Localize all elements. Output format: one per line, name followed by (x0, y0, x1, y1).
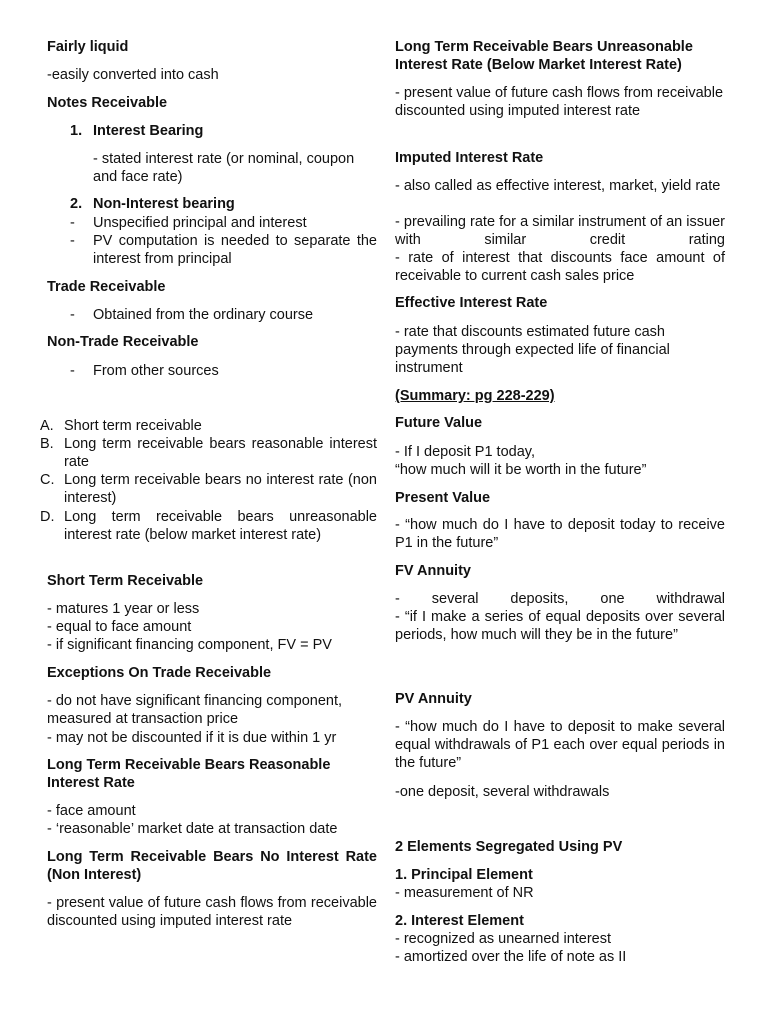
classification-item: Long term receivable bears no interest rate (non interest) (64, 472, 377, 506)
nr-item1-number: 1. (70, 123, 83, 139)
effective-text: - rate that discounts estimated future cash payments through expected life of financial instrument (395, 324, 670, 376)
elements-heading: 2 Elements Segregated Using PV (395, 839, 623, 855)
interest-line: - amortized over the life of note as II (395, 949, 627, 965)
nr-item1-text: - stated interest rate (or nominal, coupon and face rate) (93, 151, 355, 185)
principal-text: - measurement of NR (395, 885, 534, 901)
nr-item2-bullet: PV computation is needed to separate the interest from principal (93, 233, 377, 267)
trade-receivable-heading: Trade Receivable (47, 279, 166, 295)
bullet-dash: - (70, 233, 75, 249)
classification-letter: B. (40, 436, 54, 452)
exceptions-text: - do not have significant financing component, measured at transaction price (47, 693, 343, 727)
pv-text: - “how much do I have to deposit today to receive P1 in the future” (395, 517, 725, 551)
pv-heading: Present Value (395, 490, 491, 506)
fv-line: “how much will it be worth in the future” (395, 462, 647, 478)
trade-receivable-bullet: Obtained from the ordinary course (93, 307, 314, 323)
fairly-liquid-text: -easily converted into cash (47, 67, 219, 83)
effective-heading: Effective Interest Rate (395, 295, 548, 311)
short-term-heading: Short Term Receivable (47, 573, 204, 589)
principal-heading: 1. Principal Element (395, 867, 533, 883)
lt-unreasonable-heading: Long Term Receivable Bears Unreasonable Interest Rate (Below Market Interest Rate) (395, 39, 693, 73)
lt-no-interest-heading: Long Term Receivable Bears No Interest Rate (Non Interest) (47, 849, 377, 883)
lt-reasonable-line: - face amount (47, 803, 136, 819)
fv-annuity-heading: FV Annuity (395, 563, 471, 579)
pv-annuity-heading: PV Annuity (395, 691, 472, 707)
classification-letter: C. (40, 472, 55, 488)
imputed-text: - prevailing rate for a similar instrument of an issuer with similar credit rating (395, 214, 725, 248)
classification-item: Long term receivable bears reasonable interest rate (64, 436, 377, 470)
pv-annuity-text: -one deposit, several withdrawals (395, 784, 610, 800)
classification-letter: A. (40, 418, 54, 434)
notes-receivable-heading: Notes Receivable (47, 95, 168, 111)
classification-item: Short term receivable (64, 418, 202, 434)
lt-reasonable-line: - ‘reasonable’ market date at transaction date (47, 821, 338, 837)
fv-line: - If I deposit P1 today, (395, 444, 535, 460)
nr-item2-number: 2. (70, 196, 83, 212)
lt-unreasonable-text: - present value of future cash flows from receivable discounted using imputed interest rate (395, 85, 724, 119)
pv-annuity-text: - “how much do I have to deposit to make several equal withdrawals of P1 each over equal periods in the future” (395, 719, 725, 771)
exceptions-heading: Exceptions On Trade Receivable (47, 665, 272, 681)
bullet-dash: - (70, 215, 75, 231)
short-term-line: - if significant financing component, FV = PV (47, 637, 332, 653)
fv-annuity-text: - several deposits, one withdrawal (395, 591, 725, 607)
interest-line: - recognized as unearned interest (395, 931, 612, 947)
imputed-heading: Imputed Interest Rate (395, 150, 544, 166)
nr-item2-title: Non-Interest bearing (93, 196, 235, 212)
summary-reference: (Summary: pg 228-229) (395, 388, 555, 404)
short-term-line: - matures 1 year or less (47, 601, 200, 617)
nr-item1-title: Interest Bearing (93, 123, 204, 139)
exceptions-text: - may not be discounted if it is due within 1 yr (47, 730, 337, 746)
classification-item: Long term receivable bears unreasonable interest rate (below market interest rate) (64, 509, 377, 543)
fairly-liquid-heading: Fairly liquid (47, 39, 129, 55)
non-trade-heading: Non-Trade Receivable (47, 334, 199, 350)
lt-no-interest-text: - present value of future cash flows from receivable discounted using imputed interest rate (47, 895, 377, 929)
lt-reasonable-heading: Long Term Receivable Bears Reasonable Interest Rate (47, 757, 331, 791)
interest-heading: 2. Interest Element (395, 913, 524, 929)
fv-annuity-text: - “if I make a series of equal deposits over several periods, how much will they be in the future” (395, 609, 725, 643)
imputed-text: - rate of interest that discounts face amount of receivable to current cash sales price (395, 250, 725, 284)
imputed-text: - also called as effective interest, market, yield rate (395, 178, 721, 194)
nr-item2-bullet: Unspecified principal and interest (93, 215, 307, 231)
bullet-dash: - (70, 307, 75, 323)
classification-letter: D. (40, 509, 55, 525)
short-term-line: - equal to face amount (47, 619, 192, 635)
non-trade-bullet: From other sources (93, 363, 219, 379)
fv-heading: Future Value (395, 415, 483, 431)
bullet-dash: - (70, 363, 75, 379)
